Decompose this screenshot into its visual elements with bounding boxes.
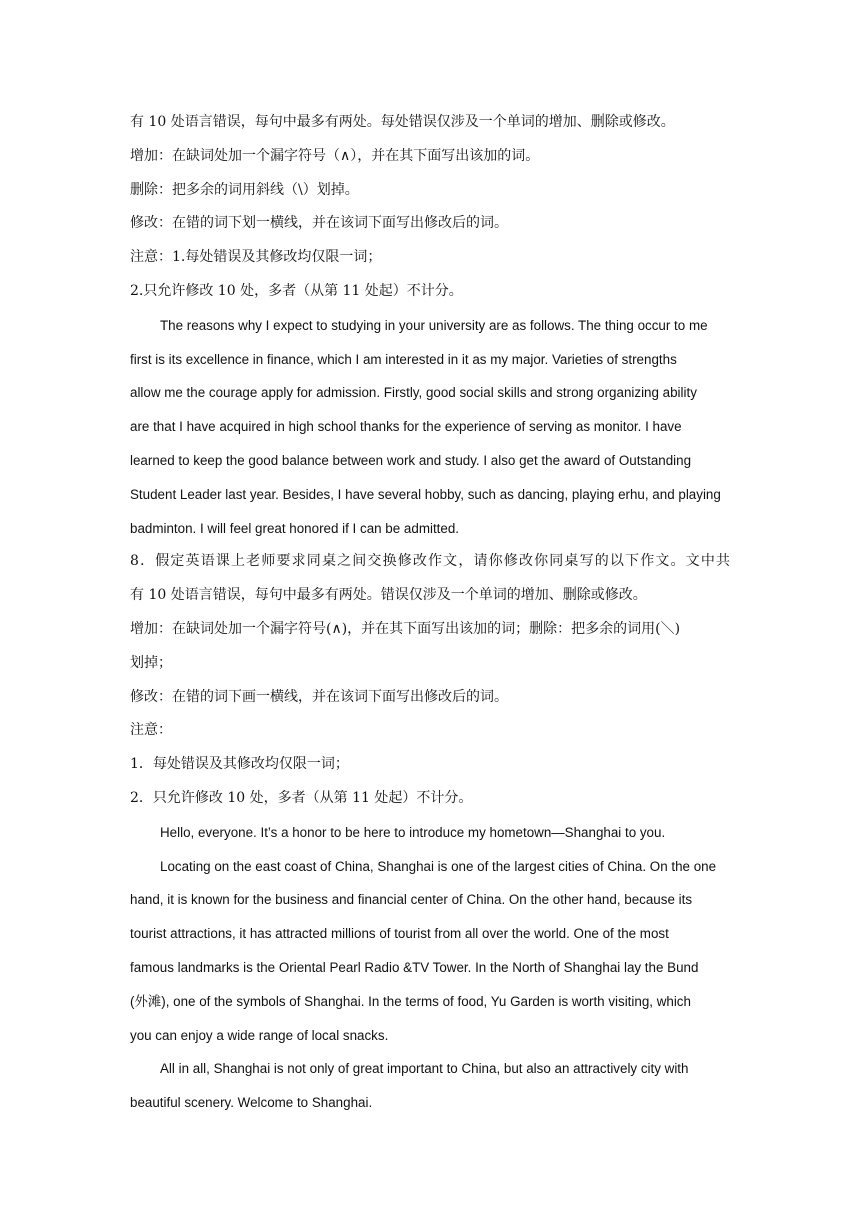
essay-line: (外滩), one of the symbols of Shanghai. In the terms of food, Yu Garden is worth visiting, which	[130, 993, 691, 1009]
delete-rule: 删除：把多余的词用斜线（\）划掉。	[130, 181, 359, 198]
instruction-line: 有 10 处语言错误，每句中最多有两处。每处错误仅涉及一个单词的增加、删除或修改。	[130, 114, 675, 130]
add-rule: 增加：在缺词处加一个漏字符号（∧），并在其下面写出该加的词。	[130, 147, 540, 164]
essay-line: hand, it is known for the business and financial center of China. On the other hand, because its	[130, 892, 693, 908]
passage-line: first is its excellence in finance, which I am interested in it as my major. Varieties of strengths	[130, 351, 677, 367]
question-line: 有 10 处语言错误，每句中最多有两处。错误仅涉及一个单词的增加、删除或修改。	[130, 587, 647, 604]
passage-line: Student Leader last year. Besides, I have several hobby, such as dancing, playing erhu, and playing	[130, 486, 721, 502]
modify-rule: 修改：在错的词下画一横线，并在该词下面写出修改后的词。	[130, 688, 508, 705]
essay-line: famous landmarks is the Oriental Pearl Radio &TV Tower. In the North of Shanghai lay the Bund	[130, 959, 699, 975]
essay-line: Locating on the east coast of China, Shanghai is one of the largest cities of China. On the one	[160, 858, 717, 874]
essay-paragraph: Hello, everyone. It’s a honor to be here to introduce my hometown—Shanghai to you.	[160, 824, 666, 840]
add-delete-rule: 增加：在缺词处加一个漏字符号(∧)，并在其下面写出该加的词；删除：把多余的词用(＼)	[130, 620, 681, 637]
note-line: 2．只允许修改 10 处，多者（从第 11 处起）不计分。	[130, 789, 473, 806]
document-page	[130, 106, 730, 1120]
modify-rule: 修改：在错的词下划一横线，并在该词下面写出修改后的词。	[130, 215, 508, 232]
passage-line: badminton. I will feel great honored if I can be admitted.	[130, 520, 460, 536]
essay-line: you can enjoy a wide range of local snacks.	[130, 1027, 389, 1043]
essay-line: beautiful scenery. Welcome to Shanghai.	[130, 1095, 373, 1111]
passage-line: learned to keep the good balance between work and study. I also get the award of Outstanding	[130, 452, 692, 468]
passage-line: allow me the courage apply for admission. Firstly, good social skills and strong organizing ability	[130, 385, 697, 401]
note-heading: 注意：	[130, 722, 172, 739]
note-line: 注意：1.每处错误及其修改均仅限一词；	[130, 249, 382, 266]
note-line: 2.只允许修改 10 处，多者（从第 11 处起）不计分。	[130, 282, 463, 299]
essay-line: tourist attractions, it has attracted millions of tourist from all over the world. One of the most	[130, 926, 669, 942]
passage-line: The reasons why I expect to studying in your university are as follows. The thing occur to me	[160, 317, 708, 333]
passage-line: are that I have acquired in high school thanks for the experience of serving as monitor. I have	[130, 419, 682, 435]
question-line: 8．假定英语课上老师要求同桌之间交换修改作文，请你修改你同桌写的以下作文。文中共	[130, 553, 730, 570]
note-line: 1．每处错误及其修改均仅限一词；	[130, 756, 349, 773]
essay-line: All in all, Shanghai is not only of great important to China, but also an attractively city with	[160, 1061, 689, 1077]
add-delete-rule-cont: 划掉；	[130, 654, 172, 671]
